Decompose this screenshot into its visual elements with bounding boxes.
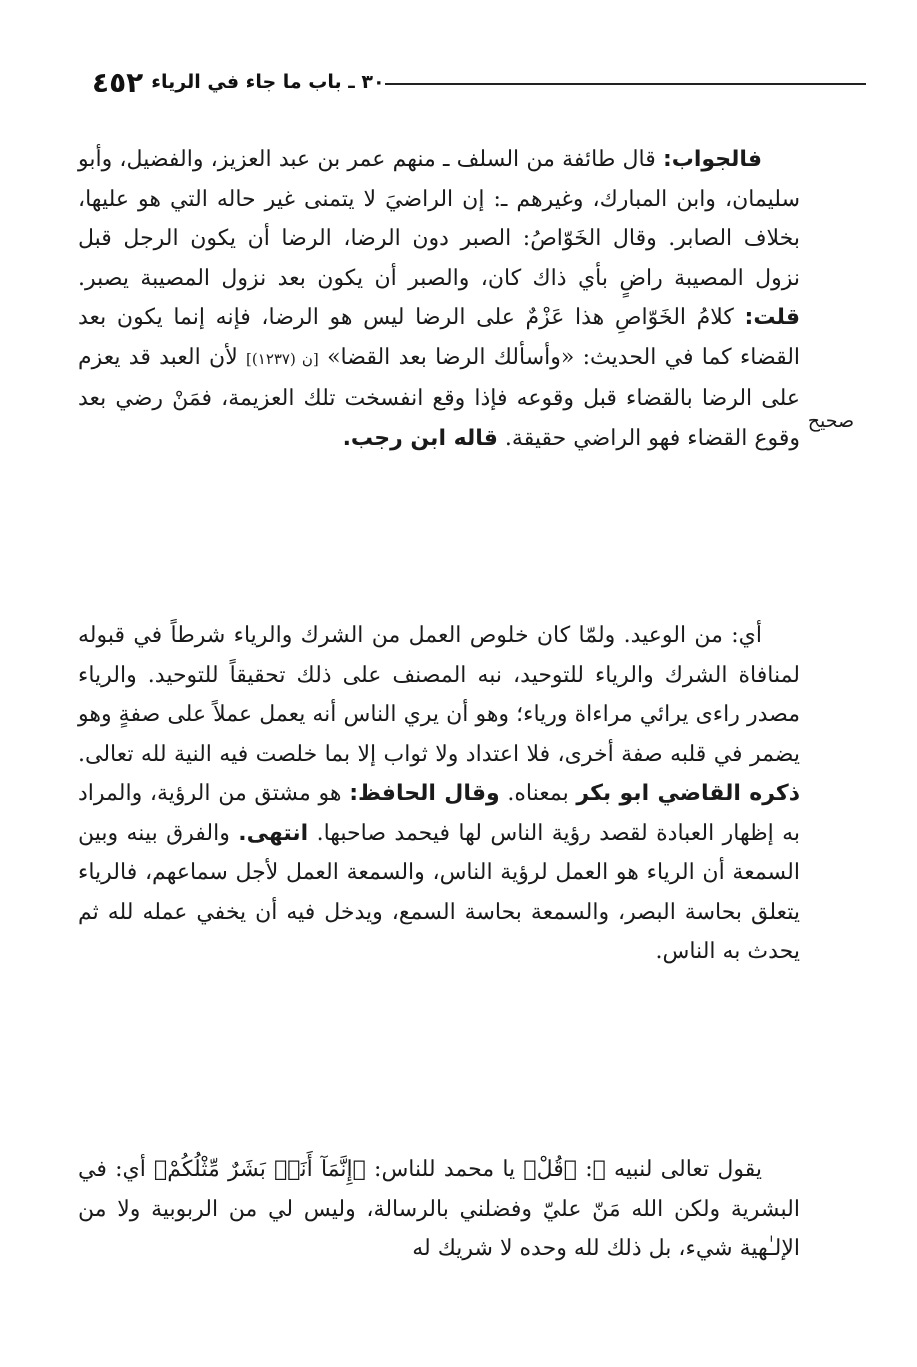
attribution: قاله ابن رجب. <box>342 425 498 451</box>
chapter-running-title: ٣٠ ـ باب ما جاء في الرياء <box>151 71 385 93</box>
answer-text <box>78 140 800 458</box>
verse-commentary-text: يقول تعالى لنبيه ﷺ: ﴿قُلْ﴾ يا محمد للناس: ﴿إِنَّمَآ أَنَا۠ بَشَرٌ مِّثْلُكُمْ﴾ أي: في البشرية ولكن الله مَنّ عليّ وفضلني بالرسالة، وليس لي من الربوبية ولا من الإلـٰهية شيء، بل ذلك لله وحده لا شريك له <box>78 1157 800 1261</box>
verse-commentary-paragraph <box>78 1150 800 1269</box>
page-number: ٤٥٢ <box>92 65 144 99</box>
riya-part-1: أي: من الوعيد. ولمّا كان خلوص العمل من الشرك والرياء شرطاً في قبوله لمنافاة الشرك والرياء للتوحيد، نبه المصنف على ذلك تحقيقاً للتوحيد. والرياء مصدر راءى يرائي مراءاة ورياء؛ وهو أن يري الناس أنه يعمل عملاً على صفةٍ وهو يضمر في قلبه صفة أخرى، فلا اعتداد ولا ثواب إلا بما خلصت فيه النية لله تعالى. <box>78 623 800 767</box>
riya-paragraph <box>78 616 800 972</box>
riya-text <box>78 616 800 972</box>
intaha-marker: انتهى. <box>238 820 309 846</box>
qadi-citation: ذكره القاضي ابو بكر <box>576 781 800 806</box>
answer-lead: فالجواب: <box>662 147 763 172</box>
answer-paragraph <box>78 140 800 458</box>
riya-part-3: هو مشتق من الرؤية، والمراد به إظهار العبادة لقصد رؤية الناس لها فيحمد صاحبها. <box>78 781 801 846</box>
riya-part-4: والفرق بينه وبين السمعة أن الرياء هو العمل لرؤية الناس، والسمعة العمل لأجل سماعهم، فالرياء يتعلق بحاسة البصر، والسمعة بحاسة السمع، ويدخل فيه أن يخفي عمله لله ثم يحدث به الناس. <box>78 820 800 964</box>
riya-part-2: بمعناه. <box>507 781 569 806</box>
page-header <box>70 62 866 102</box>
header-rule <box>385 83 866 85</box>
hadith-grade-note: صحيح <box>807 410 855 432</box>
answer-part-1: قال طائفة من السلف ـ منهم عمر بن عبد العزيز، والفضيل، وأبو سليمان، وابن المبارك، وغيرهم ـ: إن الراضيَ لا يتمنى غير حاله التي هو عليها، بخلاف الصابر. وقال الخَوّاصُ: الصبر دون الرضا، الرضا أن يكون الرجل قبل نزول المصيبة راضٍ بأي ذاك كان، والصبر أن يكون بعد نزول المصيبة يصبر. <box>78 147 800 291</box>
hafiz-citation: وقال الحافظ: <box>349 781 500 806</box>
answer-part-3: لأن العبد قد يعزم على الرضا بالقضاء قبل وقوعه فإذا وقع انفسخت تلك العزيمة، فمَنْ رضي بعد وقوع القضاء فهو الراضي حقيقة. <box>78 344 800 451</box>
qultu-label: قلت: <box>744 305 800 330</box>
answer-part-2: كلامُ الخَوّاصِ هذا عَزْمٌ على الرضا ليس هو الرضا، فإنه إنما يكون بعد القضاء كما في الحديث: «وأسألك الرضا بعد القضا» <box>78 305 801 370</box>
hadith-reference: [ن (١٢٣٧)] <box>246 349 319 368</box>
